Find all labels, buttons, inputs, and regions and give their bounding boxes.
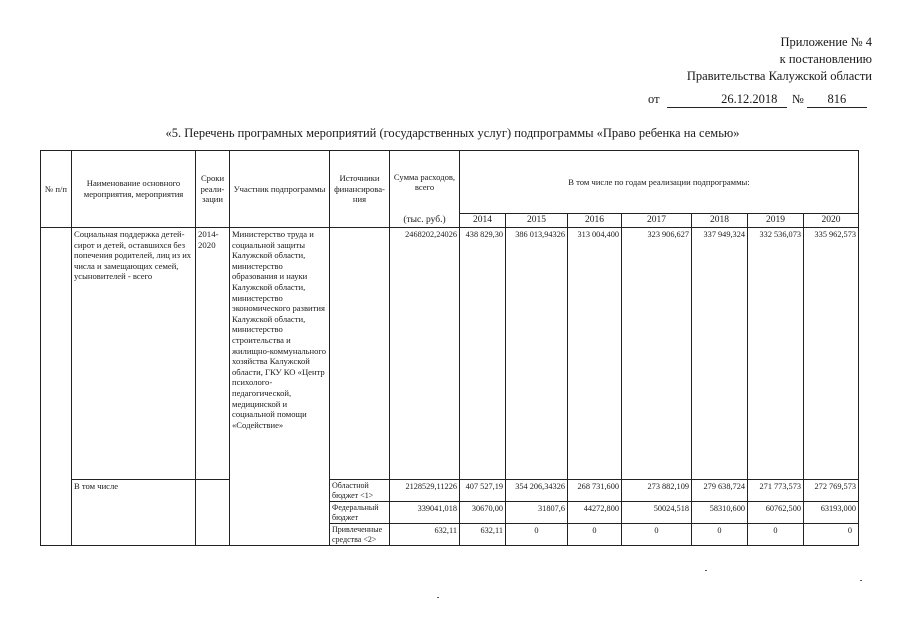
year-header: 2020 [804,214,859,228]
funding-source: Федеральный бюджет [330,502,390,524]
year-value: 279 638,724 [692,480,748,502]
col-num-header: № п/п [41,151,72,228]
decree-reference: к постановлению [779,52,872,66]
year-header: 2014 [460,214,506,228]
year-value: 0 [622,524,692,546]
col-name-header: Наименование основного мероприятия, мероприятия [72,151,196,228]
year-header: 2017 [622,214,692,228]
year-value: 268 731,600 [568,480,622,502]
funding-source: Областной бюджет <1> [330,480,390,502]
government-name: Правительства Калужской области [686,69,872,83]
year-value: 30670,00 [460,502,506,524]
year-value: 0 [692,524,748,546]
year-value: 0 [748,524,804,546]
year-header: 2016 [568,214,622,228]
table-row-regional [41,480,859,502]
year-value: 313 004,400 [568,228,622,480]
year-header: 2015 [506,214,568,228]
year-value: 632,11 [460,524,506,546]
scan-speck [437,597,439,598]
program-table [40,150,859,546]
year-value: 386 013,94326 [506,228,568,480]
appendix-number: Приложение № 4 [780,35,872,49]
table-row-total [41,228,859,480]
year-value: 271 773,573 [748,480,804,502]
year-value: 31807,6 [506,502,568,524]
year-value: 50024,518 [622,502,692,524]
total-sum: 339041,018 [390,502,460,524]
col-sum-header: Сумма расходов, всего [390,151,460,214]
year-header: 2018 [692,214,748,228]
in-that-number-label: В том числе [72,480,196,546]
total-sum: 2128529,11226 [390,480,460,502]
col-by-years-header: В том числе по годам реализации подпрограммы: [460,151,859,214]
implementation-terms: 2014-2020 [196,228,230,480]
year-header: 2019 [748,214,804,228]
document-title: «5. Перечень програмных мероприятий (государственных услуг) подпрограммы «Право ребенка на семью» [165,126,740,140]
scan-speck [860,580,862,581]
year-value: 354 206,34326 [506,480,568,502]
total-sum: 2468202,24026 [390,228,460,480]
year-value: 272 769,573 [804,480,859,502]
col-terms-header: Сроки реали-зации [196,151,230,228]
year-value: 60762,500 [748,502,804,524]
scan-speck [705,570,707,571]
total-sum: 632,11 [390,524,460,546]
program-participant: Министерство труда и социальной защиты Калужской области, министерство образования и науки Калужской области, министерство экономического развития Калужской области, министерство строительства и жилищно-коммунального хозяйства Калужской области, ГКУ КО «Центр психолого-педагогической, медицинской и социальной помощи «Содействие» [230,228,330,546]
year-value: 0 [506,524,568,546]
year-value: 337 949,324 [692,228,748,480]
number-prefix: № [791,92,804,106]
row-number-cell [41,228,72,546]
decree-date: 26.12.2018 [667,92,787,108]
table-header-row [41,151,859,214]
date-prefix: от [648,92,660,106]
decree-date-line [648,92,867,108]
year-value: 335 962,573 [804,228,859,480]
year-value: 273 882,109 [622,480,692,502]
col-sources-header: Источники финансирова-ния [330,151,390,228]
year-value: 332 536,073 [748,228,804,480]
source-empty [330,228,390,480]
year-value: 63193,000 [804,502,859,524]
year-value: 438 829,30 [460,228,506,480]
year-value: 44272,800 [568,502,622,524]
sum-unit: (тыс. руб.) [390,214,460,228]
col-participant-header: Участник подпрограммы [230,151,330,228]
year-value: 0 [568,524,622,546]
funding-source: Привлеченные средства <2> [330,524,390,546]
year-value: 58310,600 [692,502,748,524]
activity-name: Социальная поддержка детей-сирот и детей, оставшихся без попечения родителей, лиц из их числа и замещающих семей, усыновителей - всего [72,228,196,480]
year-value: 407 527,19 [460,480,506,502]
year-value: 0 [804,524,859,546]
decree-number: 816 [807,92,867,108]
year-value: 323 906,627 [622,228,692,480]
terms-empty [196,480,230,546]
